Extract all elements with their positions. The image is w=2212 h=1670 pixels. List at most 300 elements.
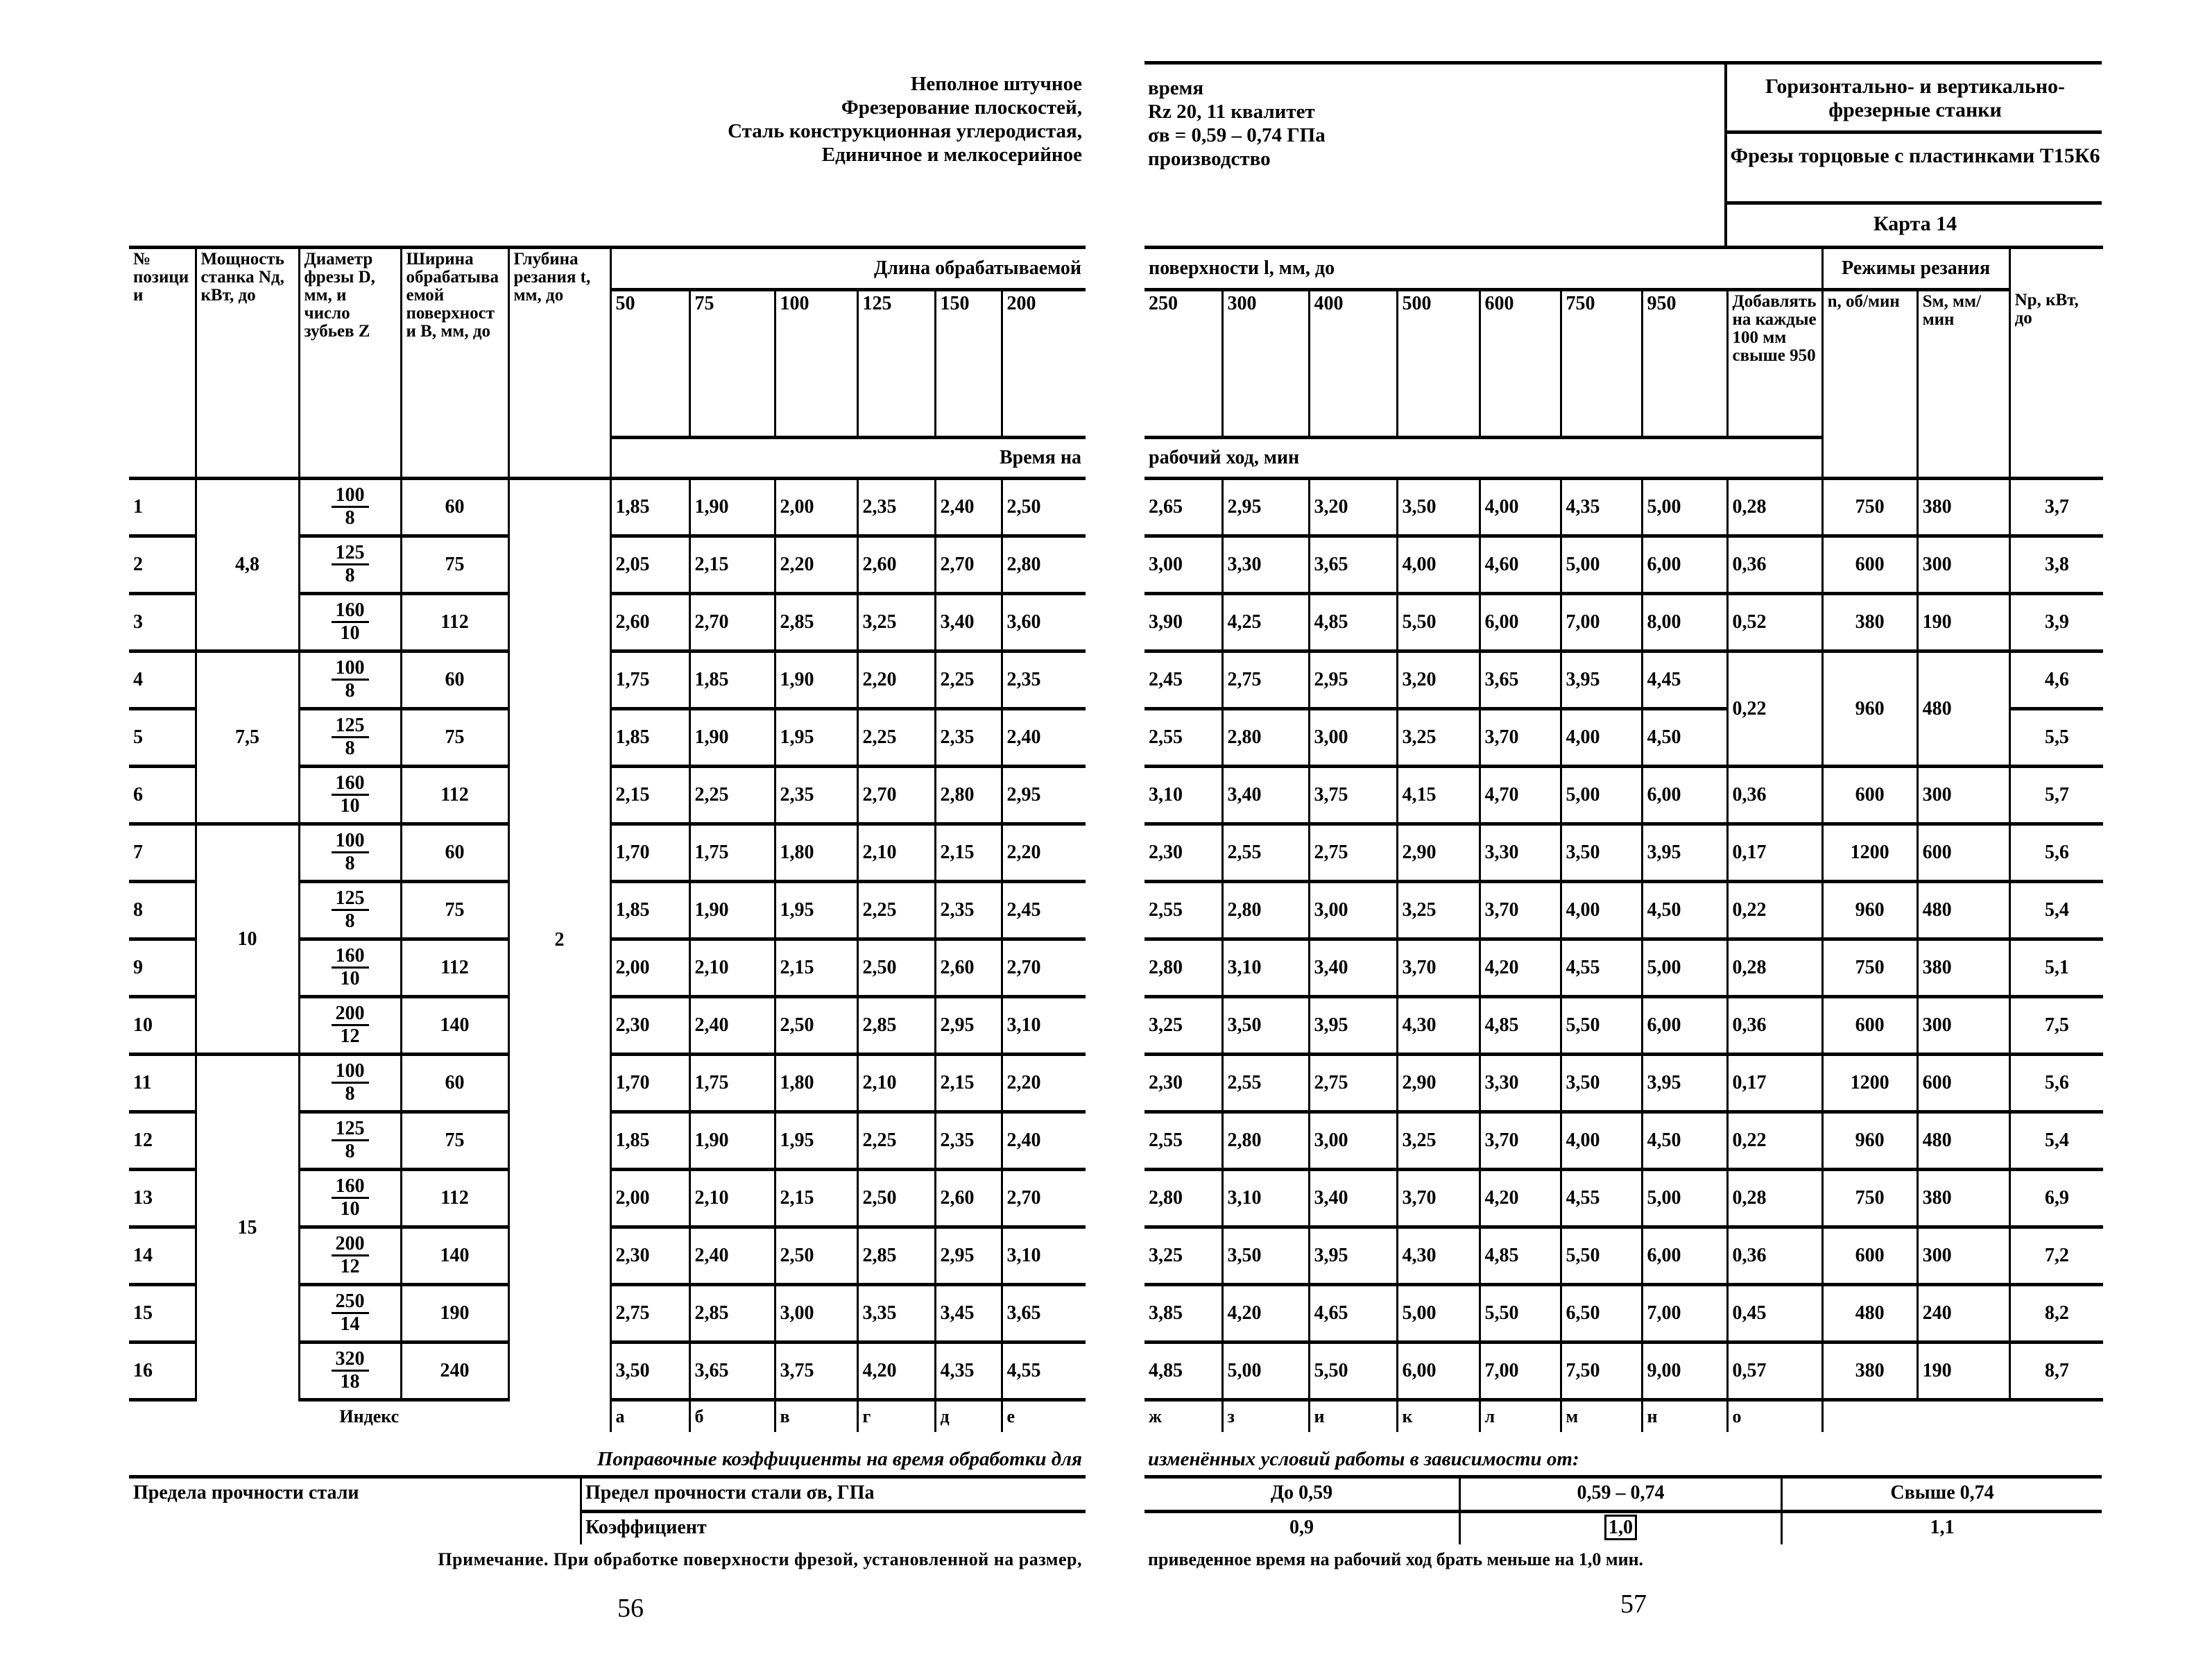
time-value: 6,00 bbox=[1642, 1227, 1727, 1285]
time-value: 2,35 bbox=[935, 882, 1002, 939]
divider bbox=[1144, 61, 2102, 65]
time-value: 4,45 bbox=[1642, 651, 1727, 709]
time-value: 3,70 bbox=[1397, 1170, 1480, 1227]
feed-rate: 300 bbox=[1917, 767, 2009, 824]
length-header: 100 bbox=[775, 290, 857, 438]
time-value: 2,55 bbox=[1144, 709, 1222, 767]
fraction bbox=[332, 1061, 369, 1105]
time-value: 4,55 bbox=[1002, 1343, 1086, 1400]
cutting-power: 8,7 bbox=[2009, 1343, 2103, 1400]
time-value: 2,25 bbox=[857, 709, 935, 767]
add-per-100mm: 0,28 bbox=[1727, 939, 1822, 997]
teeth-count: 8 bbox=[345, 1083, 355, 1105]
time-value: 1,70 bbox=[610, 1055, 689, 1112]
feed-rate: 380 bbox=[1917, 939, 2009, 997]
time-value: 2,35 bbox=[1002, 651, 1086, 709]
time-value: 2,60 bbox=[935, 939, 1002, 997]
header-line: Неполное штучное bbox=[910, 73, 1082, 95]
spindle-speed: 380 bbox=[1822, 1343, 1917, 1400]
feed-rate: 380 bbox=[1917, 1170, 2009, 1227]
time-value: 1,95 bbox=[775, 882, 857, 939]
time-value: 4,65 bbox=[1309, 1285, 1397, 1343]
time-value: 5,00 bbox=[1642, 479, 1727, 536]
header-line: производство bbox=[1148, 148, 1271, 170]
time-value: 4,00 bbox=[1561, 709, 1642, 767]
add-per-100mm: 0,36 bbox=[1727, 997, 1822, 1055]
time-value: 4,85 bbox=[1144, 1343, 1222, 1400]
time-value: 2,80 bbox=[1222, 1112, 1309, 1170]
cutting-power: 7,5 bbox=[2009, 997, 2103, 1055]
time-value: 7,00 bbox=[1480, 1343, 1561, 1400]
fraction bbox=[332, 888, 369, 932]
time-value: 1,75 bbox=[689, 824, 775, 882]
cutting-power: 5,4 bbox=[2009, 882, 2103, 939]
surface-width: 60 bbox=[401, 651, 508, 709]
time-value: 6,00 bbox=[1642, 536, 1727, 594]
time-value: 2,95 bbox=[935, 997, 1002, 1055]
time-value: 5,50 bbox=[1561, 997, 1642, 1055]
cutter-diameter-teeth bbox=[299, 997, 401, 1055]
cutter-diameter-teeth bbox=[299, 824, 401, 882]
time-value: 2,15 bbox=[775, 1170, 857, 1227]
time-value: 2,90 bbox=[1397, 824, 1480, 882]
time-value: 1,80 bbox=[775, 1055, 857, 1112]
time-value: 2,40 bbox=[1002, 709, 1086, 767]
time-value: 4,85 bbox=[1480, 997, 1561, 1055]
time-value: 1,90 bbox=[689, 709, 775, 767]
time-value: 4,00 bbox=[1480, 479, 1561, 536]
diameter: 100 bbox=[332, 658, 369, 681]
cutter-diameter-teeth bbox=[299, 1343, 401, 1400]
divider bbox=[1144, 1510, 2102, 1513]
time-value: 2,80 bbox=[1002, 536, 1086, 594]
table-row bbox=[1144, 1285, 2103, 1343]
cutter-diameter-teeth bbox=[299, 651, 401, 709]
range-1: До 0,59 bbox=[1270, 1482, 1333, 1503]
col-header-n: n, об/мин bbox=[1822, 290, 1917, 479]
position-number: 16 bbox=[129, 1343, 196, 1400]
fraction bbox=[332, 1003, 369, 1047]
time-value: 3,65 bbox=[689, 1343, 775, 1400]
diameter: 160 bbox=[332, 773, 369, 796]
index-letter: о bbox=[1727, 1400, 1822, 1432]
spindle-speed: 750 bbox=[1822, 479, 1917, 536]
time-value: 3,75 bbox=[1309, 767, 1397, 824]
teeth-count: 8 bbox=[345, 853, 355, 874]
cutter-diameter-teeth bbox=[299, 1285, 401, 1343]
index-label: Индекс bbox=[339, 1406, 400, 1426]
cutting-power: 7,2 bbox=[2009, 1227, 2103, 1285]
time-value: 3,30 bbox=[1480, 1055, 1561, 1112]
time-value: 2,00 bbox=[775, 479, 857, 536]
spindle-speed: 600 bbox=[1822, 1227, 1917, 1285]
table-row bbox=[1144, 594, 2103, 651]
time-value: 2,45 bbox=[1002, 882, 1086, 939]
correction-section bbox=[0, 1447, 2212, 1669]
teeth-count: 8 bbox=[345, 910, 355, 932]
time-value: 2,90 bbox=[1397, 1055, 1480, 1112]
feed-rate: 240 bbox=[1917, 1285, 2009, 1343]
time-value: 2,10 bbox=[689, 1170, 775, 1227]
fraction bbox=[332, 1234, 369, 1277]
fraction bbox=[332, 485, 369, 529]
surface-width: 112 bbox=[401, 767, 508, 824]
time-value: 2,85 bbox=[857, 997, 935, 1055]
index-letter: н bbox=[1642, 1400, 1727, 1432]
cutting-power: 5,6 bbox=[2009, 824, 2103, 882]
position-number: 13 bbox=[129, 1170, 196, 1227]
time-value: 2,95 bbox=[1002, 767, 1086, 824]
index-letter: з bbox=[1222, 1400, 1309, 1432]
time-value: 2,15 bbox=[610, 767, 689, 824]
add-per-100mm: 0,17 bbox=[1727, 824, 1822, 882]
time-value: 5,00 bbox=[1222, 1343, 1309, 1400]
table-row bbox=[1144, 1227, 2103, 1285]
spindle-speed: 1200 bbox=[1822, 824, 1917, 882]
col-header-np: Nр, кВт, до bbox=[2009, 290, 2103, 479]
length-header: 400 bbox=[1309, 290, 1397, 438]
time-value: 2,30 bbox=[1144, 1055, 1222, 1112]
diameter: 100 bbox=[332, 830, 369, 853]
time-value: 4,20 bbox=[1480, 1170, 1561, 1227]
time-value: 5,00 bbox=[1642, 939, 1727, 997]
time-value: 2,40 bbox=[935, 479, 1002, 536]
time-value: 2,30 bbox=[610, 1227, 689, 1285]
time-value: 4,55 bbox=[1561, 1170, 1642, 1227]
spindle-speed: 380 bbox=[1822, 594, 1917, 651]
index-letter: ж bbox=[1149, 1406, 1162, 1426]
time-value: 1,90 bbox=[689, 479, 775, 536]
time-value: 3,45 bbox=[935, 1285, 1002, 1343]
time-value: 4,15 bbox=[1397, 767, 1480, 824]
teeth-count: 8 bbox=[345, 680, 355, 701]
time-value: 2,75 bbox=[1309, 824, 1397, 882]
time-value: 4,35 bbox=[1561, 479, 1642, 536]
surface-width: 112 bbox=[401, 594, 508, 651]
time-value: 2,55 bbox=[1222, 1055, 1309, 1112]
time-value: 4,50 bbox=[1642, 709, 1727, 767]
time-value: 2,25 bbox=[935, 651, 1002, 709]
coef-1: 0,9 bbox=[1289, 1517, 1314, 1538]
time-value: 4,20 bbox=[1222, 1285, 1309, 1343]
machine-type: Горизонтально- и вертикально-фрезерные станки bbox=[1765, 75, 2066, 121]
index-letter: б bbox=[689, 1400, 775, 1432]
time-value: 3,50 bbox=[1222, 1227, 1309, 1285]
table-row bbox=[1144, 939, 2103, 997]
time-value: 1,90 bbox=[689, 882, 775, 939]
surface-width: 190 bbox=[401, 1285, 508, 1343]
time-value: 4,00 bbox=[1397, 536, 1480, 594]
time-value: 4,25 bbox=[1222, 594, 1309, 651]
time-value: 2,50 bbox=[857, 1170, 935, 1227]
index-letter: л bbox=[1480, 1400, 1561, 1432]
time-value: 2,95 bbox=[1309, 651, 1397, 709]
position-number: 1 bbox=[129, 479, 196, 536]
cutter-diameter-teeth bbox=[299, 1055, 401, 1112]
time-value: 2,10 bbox=[857, 1055, 935, 1112]
position-number: 6 bbox=[129, 767, 196, 824]
time-value: 3,35 bbox=[857, 1285, 935, 1343]
cutter-diameter-teeth bbox=[299, 536, 401, 594]
index-letter: и bbox=[1309, 1400, 1397, 1432]
cutter-diameter-teeth bbox=[299, 767, 401, 824]
length-header: 75 bbox=[689, 290, 775, 438]
add-per-100mm: 0,22 bbox=[1727, 882, 1822, 939]
diameter: 125 bbox=[332, 543, 369, 565]
index-letter: в bbox=[775, 1400, 857, 1432]
time-value: 2,70 bbox=[1002, 939, 1086, 997]
cutting-power: 6,9 bbox=[2009, 1170, 2103, 1227]
header-line: время bbox=[1148, 77, 1204, 99]
time-value: 2,75 bbox=[1222, 651, 1309, 709]
factor-label: Предела прочности стали bbox=[133, 1482, 359, 1503]
teeth-count: 12 bbox=[340, 1256, 360, 1277]
time-value: 2,35 bbox=[857, 479, 935, 536]
time-value: 4,35 bbox=[935, 1343, 1002, 1400]
fraction bbox=[332, 715, 369, 759]
time-value: 3,85 bbox=[1144, 1285, 1222, 1343]
cutting-depth: 2 bbox=[508, 479, 610, 1400]
spindle-speed: 1200 bbox=[1822, 1055, 1917, 1112]
time-value: 3,10 bbox=[1222, 1170, 1309, 1227]
time-value: 1,80 bbox=[775, 824, 857, 882]
time-value: 5,00 bbox=[1642, 1170, 1727, 1227]
time-value: 9,00 bbox=[1642, 1343, 1727, 1400]
position-number: 7 bbox=[129, 824, 196, 882]
col-header-width: Ширина обрабатываемой поверхности B, мм, до bbox=[401, 248, 508, 479]
time-value: 3,40 bbox=[935, 594, 1002, 651]
time-value: 5,50 bbox=[1397, 594, 1480, 651]
time-value: 2,15 bbox=[935, 1055, 1002, 1112]
time-value: 2,15 bbox=[689, 536, 775, 594]
machine-power: 7,5 bbox=[196, 651, 299, 824]
feed-rate: 300 bbox=[1917, 536, 2009, 594]
machine-power: 10 bbox=[196, 824, 299, 1055]
time-value: 2,95 bbox=[935, 1227, 1002, 1285]
time-value: 4,70 bbox=[1480, 767, 1561, 824]
fraction bbox=[332, 946, 369, 989]
cutter-diameter-teeth bbox=[299, 1227, 401, 1285]
time-value: 5,50 bbox=[1309, 1343, 1397, 1400]
table-row bbox=[1144, 1343, 2103, 1400]
time-value: 3,25 bbox=[1397, 1112, 1480, 1170]
col-header-position: № позиции bbox=[129, 248, 196, 479]
surface-width: 140 bbox=[401, 997, 508, 1055]
cutting-power: 4,6 bbox=[2009, 651, 2103, 709]
index-letter: а bbox=[610, 1400, 689, 1432]
time-value: 3,00 bbox=[1309, 882, 1397, 939]
time-value: 4,00 bbox=[1561, 1112, 1642, 1170]
time-value: 1,75 bbox=[610, 651, 689, 709]
time-value: 3,50 bbox=[610, 1343, 689, 1400]
time-value: 2,35 bbox=[935, 709, 1002, 767]
teeth-count: 8 bbox=[345, 738, 355, 759]
time-value: 6,00 bbox=[1642, 997, 1727, 1055]
time-value: 4,85 bbox=[1480, 1227, 1561, 1285]
header-line: Сталь конструкционная углеродистая, bbox=[728, 120, 1082, 142]
teeth-count: 8 bbox=[345, 507, 355, 529]
time-value: 3,50 bbox=[1222, 997, 1309, 1055]
time-value: 2,10 bbox=[857, 824, 935, 882]
correction-title-left: Поправочные коэффициенты на время обработки для bbox=[597, 1448, 1082, 1470]
time-value: 1,85 bbox=[610, 882, 689, 939]
diameter: 200 bbox=[332, 1003, 369, 1026]
table-row bbox=[1144, 1112, 2103, 1170]
cutter-diameter-teeth bbox=[299, 709, 401, 767]
time-value: 3,75 bbox=[775, 1343, 857, 1400]
time-value: 3,20 bbox=[1397, 651, 1480, 709]
time-value: 2,50 bbox=[857, 939, 935, 997]
time-value: 1,85 bbox=[610, 709, 689, 767]
diameter: 160 bbox=[332, 600, 369, 623]
time-value: 3,95 bbox=[1561, 651, 1642, 709]
param-label: Предел прочности стали σв, ГПа bbox=[585, 1482, 875, 1503]
teeth-count: 8 bbox=[345, 1141, 355, 1162]
time-value: 4,30 bbox=[1397, 997, 1480, 1055]
time-value: 6,00 bbox=[1480, 594, 1561, 651]
time-value: 3,30 bbox=[1222, 536, 1309, 594]
diameter: 320 bbox=[332, 1349, 369, 1372]
feed-rate: 480 bbox=[1917, 651, 2009, 767]
note-left: Примечание. При обработке поверхности фрезой, установленной на размер, bbox=[438, 1549, 1082, 1569]
time-value: 3,60 bbox=[1002, 594, 1086, 651]
time-value: 4,55 bbox=[1561, 939, 1642, 997]
table-row bbox=[129, 479, 1086, 536]
range-3: Свыше 0,74 bbox=[1890, 1482, 1994, 1503]
cutting-power: 5,7 bbox=[2009, 767, 2103, 824]
length-header: 500 bbox=[1397, 290, 1480, 438]
time-value: 3,95 bbox=[1309, 997, 1397, 1055]
col-header-length-cont: поверхности l, мм, до bbox=[1144, 248, 1822, 290]
time-value: 1,70 bbox=[610, 824, 689, 882]
machine-power: 4,8 bbox=[196, 479, 299, 651]
header-line: σв = 0,59 – 0,74 ГПа bbox=[1148, 124, 1326, 146]
col-header-time: Время на bbox=[610, 438, 1086, 479]
time-value: 7,00 bbox=[1561, 594, 1642, 651]
time-value: 2,15 bbox=[935, 824, 1002, 882]
time-value: 3,00 bbox=[1309, 709, 1397, 767]
divider bbox=[581, 1510, 1086, 1513]
time-value: 1,85 bbox=[689, 651, 775, 709]
time-value: 3,25 bbox=[1144, 997, 1222, 1055]
fraction bbox=[332, 543, 369, 586]
empty-cell bbox=[1822, 1400, 2103, 1432]
table-row bbox=[1144, 479, 2103, 536]
time-value: 2,25 bbox=[857, 882, 935, 939]
time-value: 2,20 bbox=[1002, 824, 1086, 882]
surface-width: 75 bbox=[401, 1112, 508, 1170]
coef-3: 1,1 bbox=[1930, 1517, 1955, 1538]
time-value: 3,90 bbox=[1144, 594, 1222, 651]
table-row bbox=[1144, 767, 2103, 824]
table-row bbox=[1144, 651, 2103, 709]
time-value: 5,50 bbox=[1561, 1227, 1642, 1285]
cutter-diameter-teeth bbox=[299, 1170, 401, 1227]
diameter: 200 bbox=[332, 1234, 369, 1256]
time-value: 3,10 bbox=[1222, 939, 1309, 997]
time-value: 2,25 bbox=[857, 1112, 935, 1170]
left-page-header bbox=[624, 72, 1082, 167]
length-header: 750 bbox=[1561, 290, 1642, 438]
teeth-count: 10 bbox=[340, 1198, 360, 1220]
time-value: 1,95 bbox=[775, 1112, 857, 1170]
add-per-100mm: 0,28 bbox=[1727, 1170, 1822, 1227]
time-value: 2,75 bbox=[1309, 1055, 1397, 1112]
diameter: 100 bbox=[332, 485, 369, 508]
feed-rate: 480 bbox=[1917, 1112, 2009, 1170]
add-per-100mm: 0,57 bbox=[1727, 1343, 1822, 1400]
surface-width: 240 bbox=[401, 1343, 508, 1400]
time-value: 4,30 bbox=[1397, 1227, 1480, 1285]
fraction bbox=[332, 600, 369, 644]
time-value: 2,45 bbox=[1144, 651, 1222, 709]
add-per-100mm: 0,36 bbox=[1727, 767, 1822, 824]
teeth-count: 8 bbox=[345, 565, 355, 586]
diameter: 125 bbox=[332, 888, 369, 911]
time-value: 3,10 bbox=[1002, 1227, 1086, 1285]
time-value: 3,40 bbox=[1222, 767, 1309, 824]
feed-rate: 480 bbox=[1917, 882, 2009, 939]
time-value: 1,90 bbox=[689, 1112, 775, 1170]
time-value: 2,00 bbox=[610, 939, 689, 997]
time-value: 6,00 bbox=[1397, 1343, 1480, 1400]
time-value: 3,10 bbox=[1002, 997, 1086, 1055]
time-value: 2,50 bbox=[775, 997, 857, 1055]
col-header-depth: Глубина резания t, мм, до bbox=[508, 248, 610, 479]
surface-width: 75 bbox=[401, 882, 508, 939]
time-value: 3,40 bbox=[1309, 1170, 1397, 1227]
coef-label: Коэффициент bbox=[585, 1517, 707, 1538]
coef-2-value: 1,0 bbox=[1604, 1515, 1637, 1540]
time-value: 1,85 bbox=[610, 1112, 689, 1170]
time-value: 7,50 bbox=[1561, 1343, 1642, 1400]
cutter-diameter-teeth bbox=[299, 939, 401, 997]
cutting-power: 3,8 bbox=[2009, 536, 2103, 594]
cutting-power: 5,5 bbox=[2009, 709, 2103, 767]
length-header: 300 bbox=[1222, 290, 1309, 438]
add-per-100mm: 0,22 bbox=[1727, 651, 1822, 767]
position-number: 3 bbox=[129, 594, 196, 651]
surface-width: 60 bbox=[401, 824, 508, 882]
time-value: 4,20 bbox=[1480, 939, 1561, 997]
table-row bbox=[1144, 882, 2103, 939]
table-row bbox=[1144, 824, 2103, 882]
time-value: 3,70 bbox=[1480, 709, 1561, 767]
feed-rate: 190 bbox=[1917, 594, 2009, 651]
cutting-power: 8,2 bbox=[2009, 1285, 2103, 1343]
header-line: Единичное и мелкосерийное bbox=[821, 144, 1082, 166]
length-header: 950 bbox=[1642, 290, 1727, 438]
position-number: 11 bbox=[129, 1055, 196, 1112]
time-value: 3,50 bbox=[1561, 824, 1642, 882]
time-value: 2,85 bbox=[775, 594, 857, 651]
time-value: 2,40 bbox=[689, 997, 775, 1055]
fraction bbox=[332, 658, 369, 701]
feed-rate: 190 bbox=[1917, 1343, 2009, 1400]
position-number: 8 bbox=[129, 882, 196, 939]
time-value: 2,55 bbox=[1144, 882, 1222, 939]
divider bbox=[1724, 62, 1727, 247]
fraction bbox=[332, 773, 369, 817]
time-value: 2,85 bbox=[857, 1227, 935, 1285]
page-number-left: 56 bbox=[617, 1594, 644, 1623]
position-number: 15 bbox=[129, 1285, 196, 1343]
col-header-s: Sм, мм/мин bbox=[1917, 290, 2009, 479]
time-value: 2,15 bbox=[775, 939, 857, 997]
position-number: 12 bbox=[129, 1112, 196, 1170]
card-number: Карта 14 bbox=[1873, 212, 1957, 235]
time-value: 2,95 bbox=[1222, 479, 1309, 536]
